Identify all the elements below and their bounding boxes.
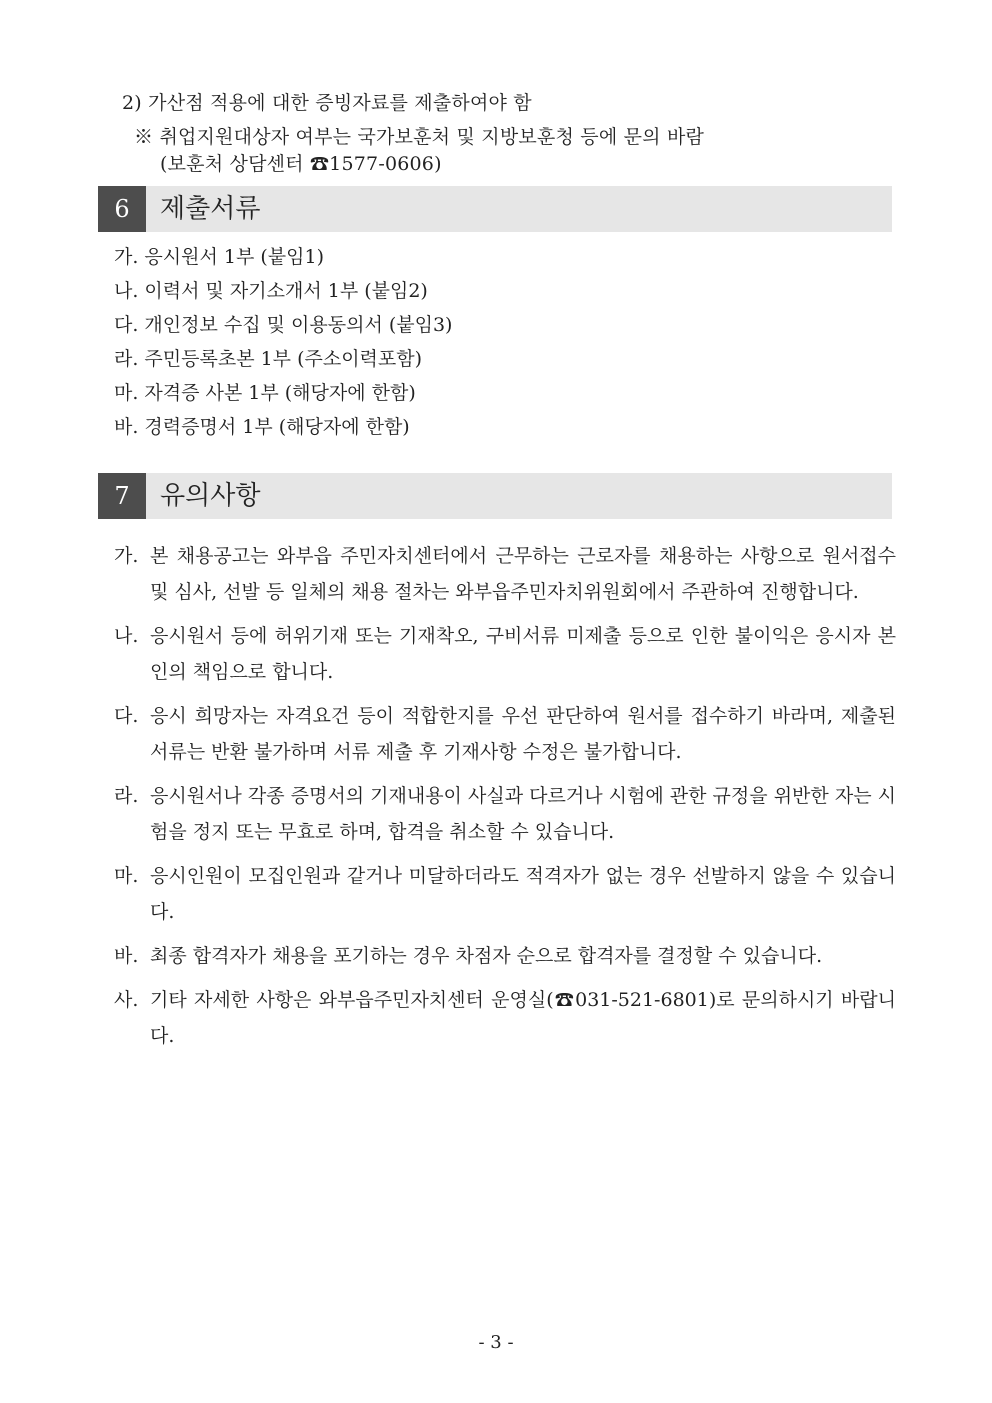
list-item	[114, 698, 896, 770]
section-6-header	[98, 186, 892, 232]
required-documents-list	[114, 240, 452, 444]
list-item	[114, 538, 896, 610]
list-item: 바. 경력증명서 1부 (해당자에 한함)	[114, 416, 410, 438]
section-number: 7	[98, 473, 146, 519]
item-text: 응시원서나 각종 증명서의 기재내용이 사실과 다르거나 시험에 관한 규정을 위반한 자는 시험을 정지 또는 무효로 하며, 합격을 취소할 수 있습니다.	[150, 785, 896, 843]
item-marker: 나.	[114, 625, 139, 647]
item-text: 기타 자세한 사항은 와부읍주민자치센터 운영실(☎031-521-6801)로 문의하시기 바랍니다.	[150, 989, 896, 1047]
list-item: 나. 이력서 및 자기소개서 1부 (붙임2)	[114, 280, 428, 302]
section-number: 6	[98, 186, 146, 232]
list-item: 가. 응시원서 1부 (붙임1)	[114, 246, 324, 268]
list-item: 라. 주민등록초본 1부 (주소이력포함)	[114, 348, 423, 370]
list-item	[114, 858, 896, 930]
section-7-header	[98, 473, 892, 519]
item-marker: 가.	[114, 545, 139, 567]
item-marker: 사.	[114, 989, 139, 1011]
list-item	[114, 982, 896, 1054]
item-marker: 라.	[114, 785, 139, 807]
item-marker: 마.	[114, 865, 139, 887]
list-item	[114, 938, 896, 974]
list-item	[114, 618, 896, 690]
page-number: - 3 -	[478, 1332, 514, 1353]
section-title: 유의사항	[160, 481, 261, 511]
item-marker: 다.	[114, 705, 139, 727]
item-text: 응시원서 등에 허위기재 또는 기재착오, 구비서류 미제출 등으로 인한 불이익은 응시자 본인의 책임으로 합니다.	[150, 625, 896, 683]
counseling-center-phone: (보훈처 상담센터 ☎1577-0606)	[160, 153, 442, 175]
evidence-note: 2) 가산점 적용에 대한 증빙자료를 제출하여야 함	[122, 92, 532, 114]
list-item: 마. 자격증 사본 1부 (해당자에 한함)	[114, 382, 416, 404]
inquiry-note: ※ 취업지원대상자 여부는 국가보훈처 및 지방보훈청 등에 문의 바람	[134, 126, 705, 148]
item-text: 응시인원이 모집인원과 같거나 미달하더라도 적격자가 없는 경우 선발하지 않을 수 있습니다.	[150, 865, 896, 923]
item-text: 응시 희망자는 자격요건 등이 적합한지를 우선 판단하여 원서를 접수하기 바라며, 제출된 서류는 반환 불가하며 서류 제출 후 기재사항 수정은 불가합니다.	[150, 705, 896, 763]
section-title: 제출서류	[160, 194, 261, 224]
list-item	[114, 778, 896, 850]
item-text: 최종 합격자가 채용을 포기하는 경우 차점자 순으로 합격자를 결정할 수 있습니다.	[150, 945, 823, 967]
item-text: 본 채용공고는 와부읍 주민자치센터에서 근무하는 근로자를 채용하는 사항으로 원서접수 및 심사, 선발 등 일체의 채용 절차는 와부읍주민자치위원회에서 주관하여 진행합니다.	[150, 545, 896, 603]
list-item: 다. 개인정보 수집 및 이용동의서 (붙임3)	[114, 314, 453, 336]
item-marker: 바.	[114, 945, 139, 967]
precautions-list	[114, 538, 896, 1062]
